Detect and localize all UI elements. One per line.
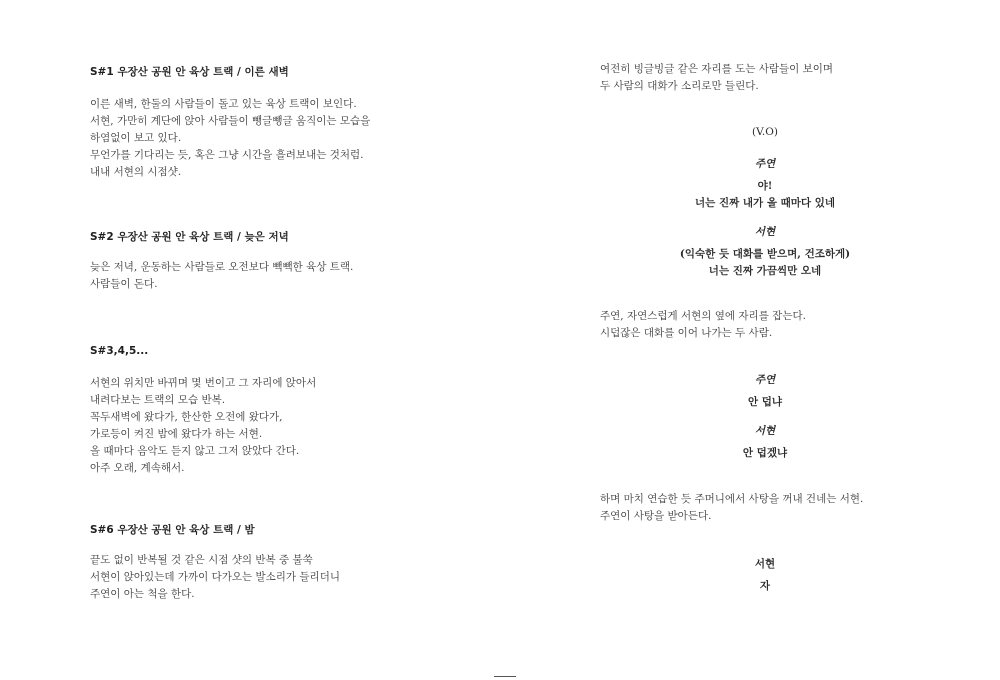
page-footer-rule [494,676,516,677]
action-line: 하며 마치 연습한 듯 주머니에서 사탕을 꺼내 건네는 서현. [600,493,864,505]
vo-text: (V.O) [752,126,778,138]
character-name: 서현 [754,425,776,437]
action-line: 내려다보는 트랙의 모습 반복. [90,394,226,406]
dialogue-block-4 [600,423,930,462]
action-line: 주연이 아는 척을 한다. [90,588,195,600]
scene-heading-6: S#6 우장산 공원 안 육상 트랙 / 밤 [90,524,255,536]
character-name: 주연 [754,158,776,170]
dialogue-block-2 [600,224,930,280]
action-line: 가로등이 켜진 밤에 왔다가 하는 서현. [90,428,263,440]
character-name: 서현 [754,558,776,570]
action-line: 늦은 저녁, 운동하는 사람들로 오전보다 빽빽한 육상 트랙. [90,261,354,273]
dialogue-line: 안 덥겠냐 [742,447,788,459]
dialogue-line: 너는 진짜 가끔씩만 오네 [708,265,822,277]
action-line: 주연, 자연스럽게 서현의 옆에 자리를 잡는다. [600,310,806,322]
action-line: 두 사람의 대화가 소리로만 들린다. [600,80,759,92]
dialogue-line: 야! [757,180,773,192]
scene-3-action [90,375,316,477]
dialogue-block-3 [600,372,930,411]
action-line: 서현의 위치만 바뀌며 몇 번이고 그 자리에 앉아서 [90,377,317,389]
parenthetical: (익숙한 듯 대화를 받으며, 건조하게) [679,248,851,260]
character-name: 주연 [754,374,776,386]
dialogue-block-1 [600,156,930,212]
dialogue-line: 안 덥냐 [747,396,783,408]
right-action-2 [600,308,806,342]
action-line: 끝도 없이 반복될 것 같은 시점 샷의 반복 중 불쑥 [90,554,313,566]
action-line: 꼭두새벽에 왔다가, 한산한 오전에 왔다가, [90,411,283,423]
scene-heading-3: S#3,4,5... [90,345,149,357]
dialogue-line: 자 [759,580,771,592]
voice-over-marker [600,124,930,141]
character-name: 서현 [754,226,776,238]
action-line: 주연이 사탕을 받아든다. [600,510,712,522]
scene-heading-1: S#1 우장산 공원 안 육상 트랙 / 이른 새벽 [90,66,289,78]
action-line: 여전히 빙글빙글 같은 자리를 도는 사람들이 보이며 [600,63,834,75]
scene-heading-2: S#2 우장산 공원 안 육상 트랙 / 늦은 저녁 [90,231,289,243]
action-line: 무언가를 기다리는 듯, 혹은 그냥 시간을 흘려보내는 것처럼. [90,149,364,161]
action-line: 시덥잖은 대화를 이어 나가는 두 사람. [600,327,773,339]
action-line: 이른 새벽, 한둘의 사람들이 돌고 있는 육상 트랙이 보인다. [90,98,357,110]
dialogue-block-5 [600,556,930,595]
action-line: 올 때마다 음악도 듣지 않고 그저 앉았다 간다. [90,445,300,457]
action-line: 내내 서현의 시점샷. [90,166,182,178]
scene-1-action [90,96,370,181]
right-action-1 [600,61,833,95]
action-line: 하염없이 보고 있다. [90,132,182,144]
action-line: 사람들이 돈다. [90,278,158,290]
action-line: 서현이 앉아있는데 가까이 다가오는 발소리가 들리더니 [90,571,340,583]
scene-6-action [90,552,340,603]
action-line: 서현, 가만히 계단에 앉아 사람들이 뺑글뺑글 움직이는 모습을 [90,115,371,127]
scene-2-action [90,259,353,293]
dialogue-line: 너는 진짜 내가 올 때마다 있네 [695,197,835,209]
right-action-3 [600,491,863,525]
action-line: 아주 오래, 계속해서. [90,462,185,474]
